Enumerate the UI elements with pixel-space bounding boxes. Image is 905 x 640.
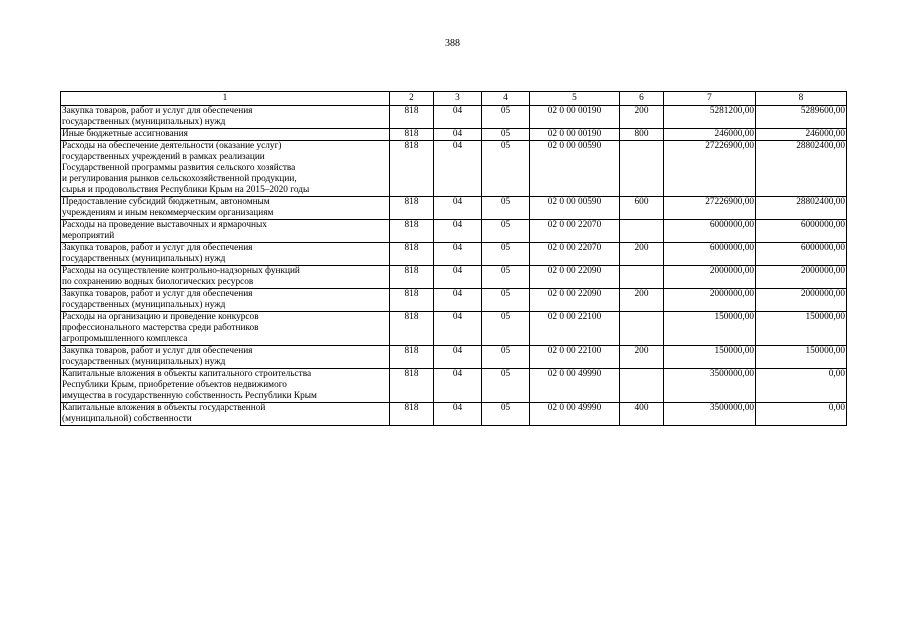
expense-name-cell [61,129,390,141]
expense-name-line: государственных (муниципальных) нужд [62,357,226,367]
table-row [61,243,847,266]
expense-type-cell [620,266,664,289]
ministry-code-cell: 818 [390,369,434,403]
header-cell: 6 [620,92,664,106]
header-cell: 2 [390,92,434,106]
table-row [61,346,847,369]
expense-name-line: мероприятий [62,231,115,241]
header-cell: 8 [756,92,847,106]
table-row [61,289,847,312]
expense-type-cell [620,141,664,197]
budget-table [60,91,847,426]
amount-col8-cell: 0,00 [756,403,847,426]
amount-col8-cell: 6000000,00 [756,243,847,266]
section-code-cell: 04 [434,289,482,312]
expense-name-cell [61,266,390,289]
header-cell: 5 [530,92,620,106]
amount-col7-cell: 27226900,00 [664,197,756,220]
section-code-cell: 04 [434,346,482,369]
expense-name-line: Государственной программы развития сельского хозяйства [62,163,296,173]
target-article-cell: 02 0 00 49990 [530,403,620,426]
header-cell: 1 [61,92,390,106]
amount-col7-cell: 2000000,00 [664,266,756,289]
expense-name-cell [61,369,390,403]
expense-name-line: (муниципальной) собственности [62,414,192,424]
ministry-code-cell: 818 [390,289,434,312]
section-code-cell: 04 [434,312,482,346]
ministry-code-cell: 818 [390,243,434,266]
subsection-code-cell: 05 [482,129,530,141]
amount-col8-cell: 5289600,00 [756,106,847,129]
expense-name-line: Закупка товаров, работ и услуг для обеспечения [62,106,253,116]
subsection-code-cell: 05 [482,312,530,346]
expense-name-cell [61,312,390,346]
expense-name-line: государственных учреждений в рамках реализации [62,152,265,162]
subsection-code-cell: 05 [482,197,530,220]
amount-col8-cell: 2000000,00 [756,266,847,289]
target-article-cell: 02 0 00 00590 [530,197,620,220]
ministry-code-cell: 818 [390,106,434,129]
subsection-code-cell: 05 [482,289,530,312]
amount-col7-cell: 27226900,00 [664,141,756,197]
subsection-code-cell: 05 [482,106,530,129]
header-cell: 7 [664,92,756,106]
expense-name-line: Расходы на осуществление контрольно-надзорных функций [62,266,300,276]
expense-type-cell: 400 [620,403,664,426]
section-code-cell: 04 [434,403,482,426]
section-code-cell: 04 [434,220,482,243]
amount-col7-cell: 3500000,00 [664,403,756,426]
table-body [61,106,847,426]
expense-name-line: Закупка товаров, работ и услуг для обеспечения [62,346,253,356]
expense-name-line: учреждениям и иным некоммерческим организациям [62,208,274,218]
section-code-cell: 04 [434,197,482,220]
expense-name-line: сырья и продовольствия Республики Крым на 2015–2020 годы [62,185,310,195]
section-code-cell: 04 [434,106,482,129]
table-row [61,106,847,129]
amount-col7-cell: 5281200,00 [664,106,756,129]
amount-col8-cell: 150000,00 [756,312,847,346]
expense-name-line: государственных (муниципальных) нужд [62,300,226,310]
expense-name-line: Расходы на обеспечение деятельности (оказание услуг) [62,141,282,151]
target-article-cell: 02 0 00 22100 [530,346,620,369]
section-code-cell: 04 [434,243,482,266]
amount-col8-cell: 0,00 [756,369,847,403]
amount-col7-cell: 3500000,00 [664,369,756,403]
amount-col7-cell: 2000000,00 [664,289,756,312]
amount-col7-cell: 150000,00 [664,312,756,346]
ministry-code-cell: 818 [390,141,434,197]
expense-name-cell [61,243,390,266]
expense-name-line: Капитальные вложения в объекты капитального строительства [62,369,312,379]
expense-name-line: Закупка товаров, работ и услуг для обеспечения [62,289,253,299]
expense-name-line: Закупка товаров, работ и услуг для обеспечения [62,243,253,253]
ministry-code-cell: 818 [390,403,434,426]
subsection-code-cell: 05 [482,243,530,266]
expense-type-cell: 200 [620,289,664,312]
target-article-cell: 02 0 00 22100 [530,312,620,346]
table-row [61,266,847,289]
amount-col7-cell: 6000000,00 [664,243,756,266]
expense-name-line: профессионального мастерства среди работников [62,323,259,333]
section-code-cell: 04 [434,141,482,197]
expense-name-line: имущества в государственную собственность Республики Крым [62,391,317,401]
amount-col7-cell: 246000,00 [664,129,756,141]
expense-name-line: Республики Крым, приобретение объектов недвижимого [62,380,287,390]
table-header-row [61,92,847,106]
ministry-code-cell: 818 [390,129,434,141]
page-number: 388 [445,38,460,49]
expense-name-line: Расходы на проведение выставочных и ярмарочных [62,220,267,230]
amount-col8-cell: 150000,00 [756,346,847,369]
table-row [61,220,847,243]
amount-col8-cell: 28802400,00 [756,141,847,197]
subsection-code-cell: 05 [482,220,530,243]
expense-name-line: Капитальные вложения в объекты государственной [62,403,266,413]
target-article-cell: 02 0 00 00190 [530,106,620,129]
section-code-cell: 04 [434,266,482,289]
ministry-code-cell: 818 [390,266,434,289]
expense-type-cell: 200 [620,346,664,369]
amount-col8-cell: 6000000,00 [756,220,847,243]
subsection-code-cell: 05 [482,403,530,426]
expense-name-line: Предоставление субсидий бюджетным, автономным [62,197,270,207]
expense-name-cell [61,403,390,426]
expense-type-cell: 200 [620,243,664,266]
header-cell: 4 [482,92,530,106]
expense-name-line: Иные бюджетные ассигнования [62,129,188,139]
expense-type-cell: 200 [620,106,664,129]
expense-name-cell [61,220,390,243]
table-row [61,129,847,141]
table-row [61,197,847,220]
ministry-code-cell: 818 [390,220,434,243]
target-article-cell: 02 0 00 00590 [530,141,620,197]
expense-type-cell: 600 [620,197,664,220]
expense-type-cell: 800 [620,129,664,141]
expense-name-line: государственных (муниципальных) нужд [62,254,226,264]
subsection-code-cell: 05 [482,266,530,289]
amount-col7-cell: 6000000,00 [664,220,756,243]
target-article-cell: 02 0 00 22070 [530,220,620,243]
section-code-cell: 04 [434,129,482,141]
target-article-cell: 02 0 00 22090 [530,266,620,289]
expense-name-cell [61,106,390,129]
expense-name-line: государственных (муниципальных) нужд [62,117,226,127]
target-article-cell: 02 0 00 22090 [530,289,620,312]
expense-type-cell [620,369,664,403]
amount-col7-cell: 150000,00 [664,346,756,369]
expense-name-line: и регулирования рынков сельскохозяйственной продукции, [62,174,297,184]
table-row [61,369,847,403]
expense-name-line: агропромышленного комплекса [62,334,188,344]
subsection-code-cell: 05 [482,346,530,369]
subsection-code-cell: 05 [482,141,530,197]
table-row [61,141,847,197]
expense-name-line: по сохранению водных биологических ресурсов [62,277,254,287]
ministry-code-cell: 818 [390,197,434,220]
target-article-cell: 02 0 00 49990 [530,369,620,403]
ministry-code-cell: 818 [390,312,434,346]
amount-col8-cell: 2000000,00 [756,289,847,312]
expense-name-line: Расходы на организацию и проведение конкурсов [62,312,259,322]
expense-type-cell [620,220,664,243]
table-row [61,312,847,346]
section-code-cell: 04 [434,369,482,403]
ministry-code-cell: 818 [390,346,434,369]
amount-col8-cell: 246000,00 [756,129,847,141]
header-cell: 3 [434,92,482,106]
target-article-cell: 02 0 00 00190 [530,129,620,141]
expense-name-cell [61,289,390,312]
target-article-cell: 02 0 00 22070 [530,243,620,266]
table-row [61,403,847,426]
expense-name-cell [61,197,390,220]
expense-name-cell [61,141,390,197]
expense-name-cell [61,346,390,369]
amount-col8-cell: 28802400,00 [756,197,847,220]
subsection-code-cell: 05 [482,369,530,403]
expense-type-cell [620,312,664,346]
